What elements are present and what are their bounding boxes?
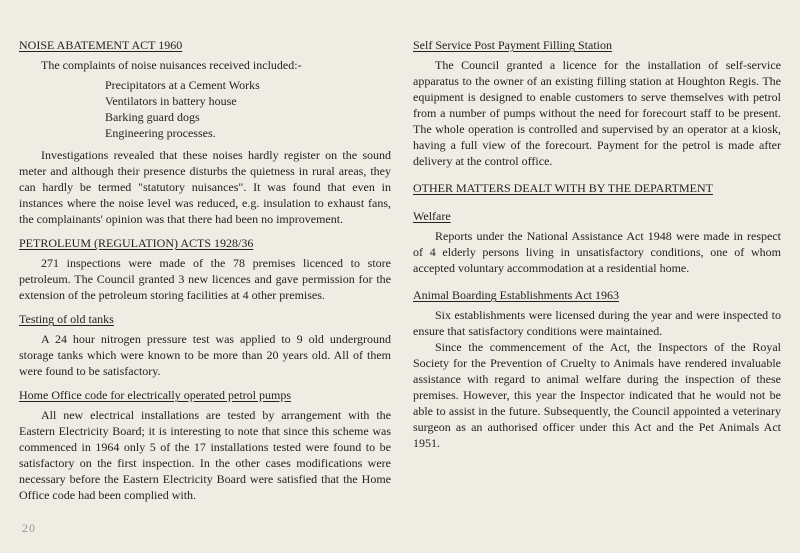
self-service-paragraph: The Council granted a licence for the installation of self-service apparatus to the owner of an existing filling station at Houghton Regis. The equipment is designed to enable customers to serve themselves with petrol from a number of pumps without the need for forecourt staff to be present. The whole operation is controlled and supervised by an operator at a kiosk, having a full view of the forecourt. Payment for the petrol is made after delivery at the control office.	[413, 58, 781, 168]
noise-abatement-section	[19, 38, 391, 227]
welfare-heading: Welfare	[413, 209, 451, 223]
welfare-paragraph: Reports under the National Assistance Act 1948 were made in respect of 4 elderly persons living in unsatisfactory conditions, one of whom accepted voluntary accommodation at a residential home.	[413, 229, 781, 275]
testing-tanks-paragraph: A 24 hour nitrogen pressure test was applied to 9 old underground storage tanks which were known to be more than 20 years old. All of them were found to be satisfactory.	[19, 332, 391, 378]
animal-boarding-paragraph-1: Six establishments were licensed during the year and were inspected to ensure that satisfactory conditions were maintained.	[413, 308, 781, 338]
animal-boarding-section	[413, 288, 781, 451]
list-item: Ventilators in battery house	[105, 94, 237, 108]
home-office-code-section	[19, 388, 391, 503]
animal-boarding-heading: Animal Boarding Establishments Act 1963	[413, 288, 619, 302]
welfare-section	[413, 209, 781, 276]
right-column	[413, 38, 781, 451]
noise-abatement-heading: NOISE ABATEMENT ACT 1960	[19, 38, 183, 52]
list-item: Engineering processes.	[105, 126, 216, 140]
testing-tanks-section	[19, 312, 391, 379]
left-column	[19, 38, 391, 503]
petroleum-heading: PETROLEUM (REGULATION) ACTS 1928/36	[19, 236, 254, 250]
page-number: 20	[22, 521, 36, 535]
home-office-code-paragraph: All new electrical installations are tested by arrangement with the Eastern Electricity Board; it is interesting to note that since this scheme was commenced in 1964 only 5 of the 17 installations tested were found to be satisfactory on the first inspection. In the other cases modifications were necessary before the Eastern Electricity Board were satisfied that the Home Office code had been complied with.	[19, 408, 391, 502]
list-item: Precipitators at a Cement Works	[105, 78, 260, 92]
testing-tanks-heading: Testing of old tanks	[19, 312, 114, 326]
noise-complaints-intro: The complaints of noise nuisances received included:-	[41, 58, 302, 72]
list-item: Barking guard dogs	[105, 110, 200, 124]
petroleum-paragraph: 271 inspections were made of the 78 premises licenced to store petroleum. The Council granted 3 new licences and gave permission for the extension of the petroleum storing facilities at 4 other premises.	[19, 256, 391, 302]
animal-boarding-paragraph-2: Since the commencement of the Act, the Inspectors of the Royal Society for the Prevention of Cruelty to Animals have rendered invaluable assistance with regard to animal welfare during the inspection of these premises. However, this year the Inspector indicated that he would not be able to assist in the future. Subsequently, the Council appointed a veterinary surgeon as an authorised officer under this Act and the Pet Animals Act 1951.	[413, 340, 781, 450]
self-service-heading: Self Service Post Payment Filling Station	[413, 38, 612, 52]
other-matters-heading: OTHER MATTERS DEALT WITH BY THE DEPARTMENT	[413, 181, 713, 195]
noise-complaints-list	[105, 77, 391, 141]
noise-investigation-paragraph: Investigations revealed that these noises hardly register on the sound meter and although their presence disturbs the quietness in rural areas, they can hardly be termed "statutory nuisances". It was found that even in instances where the noise level was reduced, e.g. insulation to exhaust fans, the complainants' opinion was that there had been no improvement.	[19, 148, 391, 226]
home-office-code-heading: Home Office code for electrically operated petrol pumps	[19, 388, 291, 402]
petroleum-section	[19, 236, 391, 303]
self-service-section	[413, 38, 781, 169]
